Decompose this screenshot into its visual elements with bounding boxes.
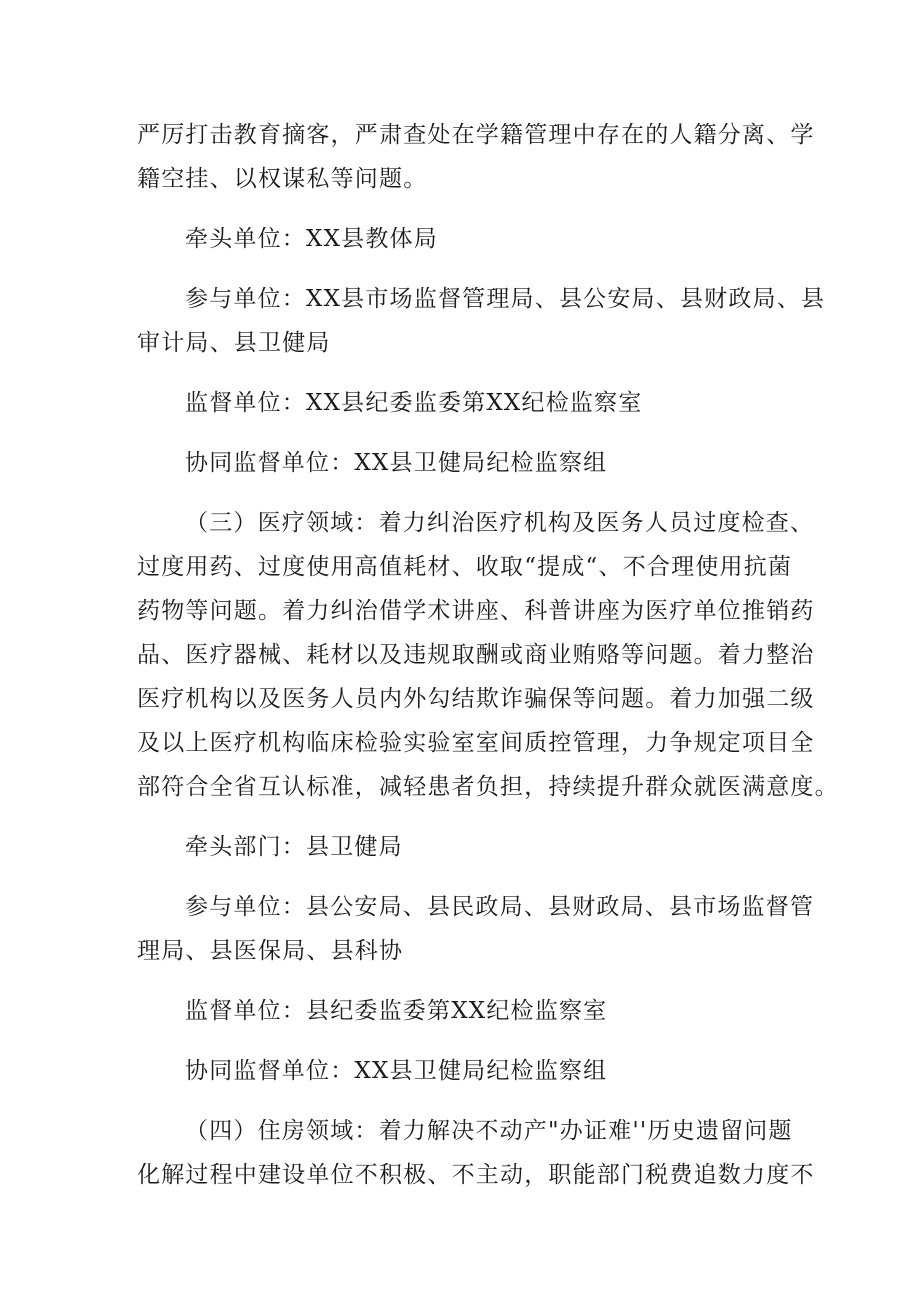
text-line: 协同监督单位：XX县卫健局纪检监察组 bbox=[185, 1058, 608, 1084]
lead-department-medical bbox=[137, 825, 797, 869]
supervising-unit-education bbox=[137, 381, 797, 425]
co-supervising-unit-education bbox=[137, 441, 797, 485]
participating-units-education bbox=[137, 277, 826, 365]
supervising-unit-medical bbox=[137, 989, 797, 1033]
document-page bbox=[137, 113, 839, 1197]
text-line: 参与单位：县公安局、县民政局、县财政局、县市场监督管 bbox=[185, 894, 815, 920]
text-line: 化解过程中建设单位不积极、不主动，职能部门税费追数力度不 bbox=[137, 1162, 815, 1188]
text-line: 严厉打击教育摘客，严肃查处在学籍管理中存在的人籍分离、学 bbox=[137, 122, 815, 148]
co-supervising-unit-medical bbox=[137, 1049, 797, 1093]
text-line: 审计局、县卫健局 bbox=[137, 330, 331, 356]
text-line: 籍空挂、以权谋私等问题。 bbox=[137, 166, 428, 192]
text-line: 药物等问题。着力纠治借学术讲座、科普讲座为医疗单位推销药 bbox=[137, 598, 815, 624]
text-line: 协同监督单位：XX县卫健局纪检监察组 bbox=[185, 450, 608, 476]
lead-unit-education bbox=[137, 217, 797, 261]
text-line: 监督单位：县纪委监委第XX纪检监察室 bbox=[185, 998, 608, 1024]
text-line: 监督单位：XX县纪委监委第XX纪检监察室 bbox=[185, 390, 643, 416]
paragraph-education-continued bbox=[137, 113, 815, 201]
text-line: 品、医疗器械、耗材以及违规取酬或商业贿赂等问题。着力整治 bbox=[137, 642, 815, 668]
participating-units-medical bbox=[137, 885, 815, 973]
text-line: （四）住房领域：着力解决不动产"办证难''历史遗留问题 bbox=[185, 1118, 793, 1144]
text-line: （三）医疗领域：着力纠治医疗机构及医务人员过度检查、 bbox=[185, 510, 815, 536]
text-line: 牵头单位：XX县教体局 bbox=[185, 226, 438, 252]
paragraph-housing-field bbox=[137, 1109, 815, 1197]
paragraph-medical-field bbox=[137, 501, 839, 809]
text-line: 牵头部门：县卫健局 bbox=[185, 834, 403, 860]
text-line: 医疗机构以及医务人员内外勾结欺诈骗保等问题。着力加强二级 bbox=[137, 686, 815, 712]
text-line: 理局、县医保局、县科协 bbox=[137, 938, 404, 964]
text-line: 过度用药、过度使用高值耗材、收取“提成“、不合理使用抗菌 bbox=[137, 554, 793, 580]
text-line: 参与单位：XX县市场监督管理局、县公安局、县财政局、县 bbox=[185, 286, 826, 312]
text-line: 及以上医疗机构临床检验实验室室间质控管理，力争规定项目全 bbox=[137, 730, 815, 756]
text-line: 部符合全省互认标准，减轻患者负担，持续提升群众就医满意度。 bbox=[137, 774, 839, 800]
